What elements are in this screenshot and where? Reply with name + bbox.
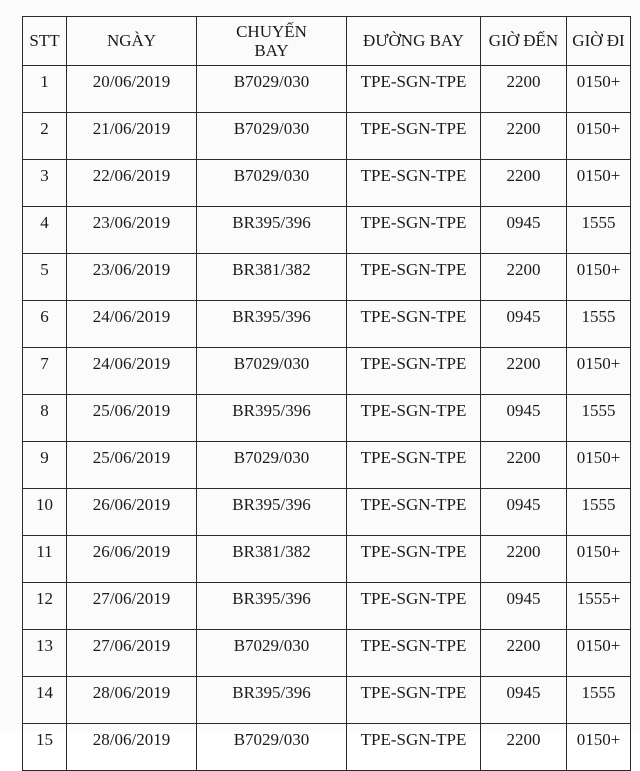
cell-date: 25/06/2019: [67, 395, 197, 442]
table-row: [23, 113, 631, 160]
cell-departure: 1555: [567, 207, 631, 254]
table-row: [23, 677, 631, 724]
cell-departure: 1555: [567, 395, 631, 442]
cell-date: 22/06/2019: [67, 160, 197, 207]
header-stt: STT: [23, 17, 67, 66]
cell-flight: B7029/030: [197, 348, 347, 395]
table-row: [23, 536, 631, 583]
table-row: [23, 489, 631, 536]
cell-flight: BR395/396: [197, 301, 347, 348]
cell-stt: 8: [23, 395, 67, 442]
cell-departure: 1555: [567, 489, 631, 536]
cell-arrival: 0945: [481, 207, 567, 254]
cell-arrival: 2200: [481, 160, 567, 207]
cell-flight: BR381/382: [197, 536, 347, 583]
cell-date: 21/06/2019: [67, 113, 197, 160]
table-row: [23, 630, 631, 677]
cell-route: TPE-SGN-TPE: [347, 630, 481, 677]
cell-flight: B7029/030: [197, 113, 347, 160]
table-row: [23, 583, 631, 630]
table-row: [23, 442, 631, 489]
cell-date: 23/06/2019: [67, 254, 197, 301]
cell-date: 26/06/2019: [67, 536, 197, 583]
header-row: [23, 17, 631, 66]
table-row: [23, 254, 631, 301]
cell-departure: 0150+: [567, 160, 631, 207]
table-row: [23, 160, 631, 207]
cell-arrival: 2200: [481, 442, 567, 489]
header-departure: GIỜ ĐI: [567, 17, 631, 66]
cell-departure: 0150+: [567, 113, 631, 160]
cell-stt: 11: [23, 536, 67, 583]
header-arrival: GIỜ ĐẾN: [481, 17, 567, 66]
cell-flight: B7029/030: [197, 630, 347, 677]
cell-route: TPE-SGN-TPE: [347, 536, 481, 583]
cell-flight: B7029/030: [197, 724, 347, 771]
table-row: [23, 395, 631, 442]
cell-route: TPE-SGN-TPE: [347, 348, 481, 395]
cell-departure: 0150+: [567, 442, 631, 489]
cell-stt: 15: [23, 724, 67, 771]
cell-stt: 7: [23, 348, 67, 395]
header-flight-line1: CHUYẾN: [236, 21, 307, 41]
cell-route: TPE-SGN-TPE: [347, 254, 481, 301]
cell-departure: 0150+: [567, 536, 631, 583]
cell-arrival: 0945: [481, 395, 567, 442]
cell-date: 27/06/2019: [67, 583, 197, 630]
cell-arrival: 0945: [481, 301, 567, 348]
cell-stt: 14: [23, 677, 67, 724]
cell-flight: BR395/396: [197, 583, 347, 630]
cell-departure: 0150+: [567, 724, 631, 771]
table-body: [23, 66, 631, 771]
cell-departure: 0150+: [567, 66, 631, 113]
table-row: [23, 207, 631, 254]
cell-route: TPE-SGN-TPE: [347, 442, 481, 489]
cell-arrival: 0945: [481, 489, 567, 536]
cell-departure: 1555: [567, 301, 631, 348]
cell-route: TPE-SGN-TPE: [347, 583, 481, 630]
cell-arrival: 2200: [481, 724, 567, 771]
cell-departure: 1555+: [567, 583, 631, 630]
cell-stt: 6: [23, 301, 67, 348]
header-flight: [197, 17, 347, 66]
cell-date: 24/06/2019: [67, 348, 197, 395]
cell-arrival: 2200: [481, 348, 567, 395]
header-date: NGÀY: [67, 17, 197, 66]
cell-departure: 1555: [567, 677, 631, 724]
cell-date: 27/06/2019: [67, 630, 197, 677]
cell-stt: 5: [23, 254, 67, 301]
cell-stt: 3: [23, 160, 67, 207]
cell-date: 28/06/2019: [67, 724, 197, 771]
cell-route: TPE-SGN-TPE: [347, 207, 481, 254]
cell-flight: B7029/030: [197, 66, 347, 113]
header-flight-text: [236, 22, 307, 60]
cell-arrival: 2200: [481, 113, 567, 160]
cell-departure: 0150+: [567, 630, 631, 677]
cell-route: TPE-SGN-TPE: [347, 395, 481, 442]
table-row: [23, 348, 631, 395]
table-row: [23, 66, 631, 113]
table-row: [23, 301, 631, 348]
cell-arrival: 0945: [481, 677, 567, 724]
cell-stt: 9: [23, 442, 67, 489]
cell-date: 25/06/2019: [67, 442, 197, 489]
cell-arrival: 2200: [481, 630, 567, 677]
cell-stt: 2: [23, 113, 67, 160]
cell-stt: 1: [23, 66, 67, 113]
cell-flight: BR395/396: [197, 489, 347, 536]
cell-flight: BR395/396: [197, 207, 347, 254]
cell-arrival: 2200: [481, 66, 567, 113]
cell-stt: 4: [23, 207, 67, 254]
cell-stt: 13: [23, 630, 67, 677]
cell-date: 26/06/2019: [67, 489, 197, 536]
header-route: ĐƯỜNG BAY: [347, 17, 481, 66]
cell-departure: 0150+: [567, 348, 631, 395]
cell-route: TPE-SGN-TPE: [347, 66, 481, 113]
flight-schedule-table: [22, 16, 631, 771]
cell-route: TPE-SGN-TPE: [347, 301, 481, 348]
cell-arrival: 2200: [481, 536, 567, 583]
cell-flight: BR395/396: [197, 395, 347, 442]
table-header: [23, 17, 631, 66]
cell-route: TPE-SGN-TPE: [347, 677, 481, 724]
cell-date: 23/06/2019: [67, 207, 197, 254]
cell-flight: B7029/030: [197, 160, 347, 207]
cell-arrival: 0945: [481, 583, 567, 630]
cell-date: 24/06/2019: [67, 301, 197, 348]
cell-flight: BR395/396: [197, 677, 347, 724]
cell-route: TPE-SGN-TPE: [347, 113, 481, 160]
cell-route: TPE-SGN-TPE: [347, 724, 481, 771]
header-flight-line2: BAY: [254, 40, 289, 60]
cell-date: 20/06/2019: [67, 66, 197, 113]
cell-stt: 12: [23, 583, 67, 630]
cell-date: 28/06/2019: [67, 677, 197, 724]
cell-arrival: 2200: [481, 254, 567, 301]
cell-route: TPE-SGN-TPE: [347, 160, 481, 207]
cell-departure: 0150+: [567, 254, 631, 301]
cell-flight: BR381/382: [197, 254, 347, 301]
cell-flight: B7029/030: [197, 442, 347, 489]
cell-route: TPE-SGN-TPE: [347, 489, 481, 536]
cell-stt: 10: [23, 489, 67, 536]
